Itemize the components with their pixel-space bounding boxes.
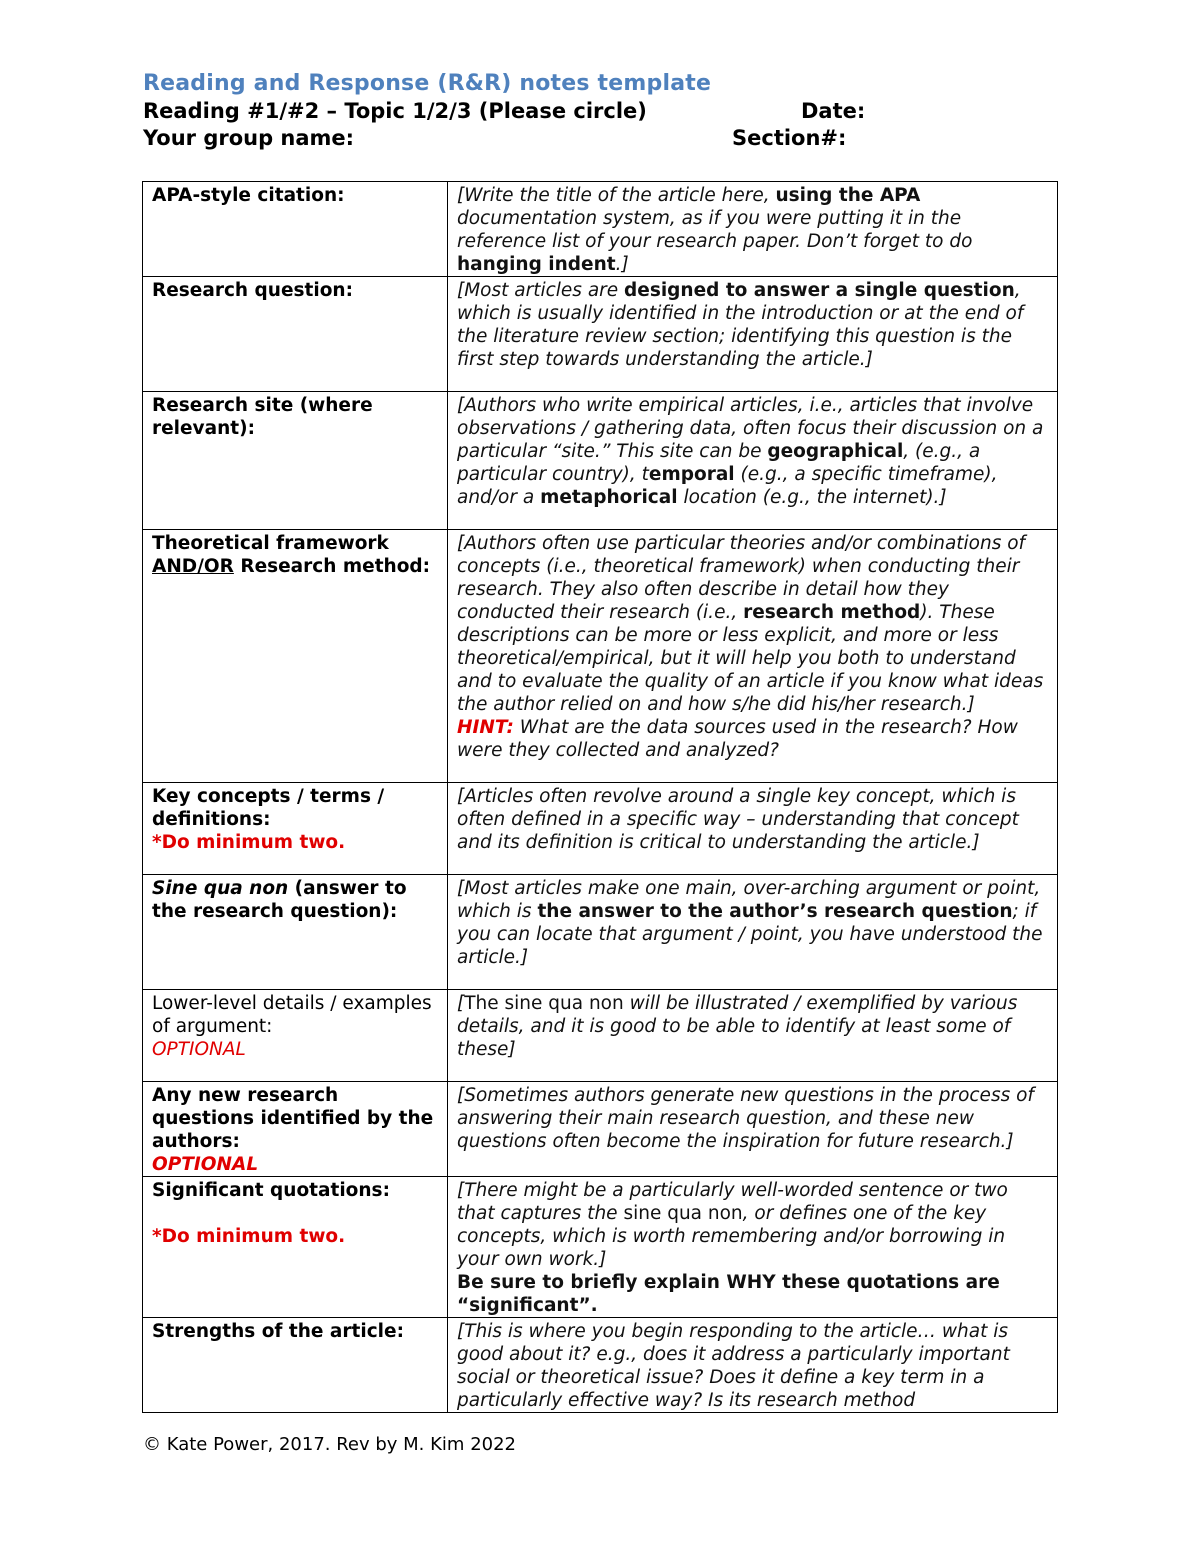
- desc-instruction: Be sure to briefly explain WHY these quotations are “significant”.: [457, 1272, 1000, 1316]
- hint-text: What are the data sources used in the research? How were they collected and analyzed?: [457, 717, 1018, 761]
- label-text: Theoretical framework: [152, 533, 389, 554]
- row-label: [143, 875, 448, 990]
- label-text: Any new research questions identified by the authors:: [152, 1085, 434, 1152]
- desc-text: ; if you can locate that argument / point, you have understood the article.]: [457, 901, 1043, 968]
- row-description[interactable]: [448, 783, 1058, 875]
- document-title: Reading and Response (R&R) notes template: [143, 71, 712, 96]
- table-row-citation: [143, 182, 1058, 277]
- row-description[interactable]: [448, 1082, 1058, 1177]
- table-row-theoretical-framework: [143, 530, 1058, 783]
- row-label: [143, 783, 448, 875]
- desc-text: , (e.g., a particular country), t: [457, 441, 981, 485]
- label-text: Key concepts / terms / definitions:: [152, 786, 385, 830]
- row-description[interactable]: [448, 277, 1058, 392]
- desc-text: , or defines one of the key concepts, which is worth remembering and/or borrowing in your own work.]: [457, 1203, 1006, 1270]
- row-description[interactable]: [448, 990, 1058, 1082]
- section-label: Section#:: [732, 126, 847, 150]
- row-label: [143, 1082, 448, 1177]
- reading-topic-label: Reading #1/#2 – Topic 1/2/3 (Please circle): [143, 99, 647, 123]
- desc-text: [Most articles are: [457, 280, 625, 301]
- table-row-lower-level-details: [143, 990, 1058, 1082]
- group-section-line: [143, 125, 903, 152]
- desc-plain: The sine qua non: [464, 993, 624, 1014]
- desc-emphasis: emporal: [648, 464, 735, 485]
- desc-text: [Sometimes authors generate new questions in the process of answering their main research question, and these new questions often become the inspiration for future research.]: [457, 1085, 1034, 1152]
- row-description[interactable]: [448, 182, 1058, 277]
- desc-text: [Authors who write empirical articles, i.e., articles that involve observations / gathering data, often focus their discussion on a particular “site.” This site can be: [457, 395, 1044, 462]
- row-label: [143, 1177, 448, 1318]
- desc-text: [This is where you begin responding to the article… what is good about it? e.g., does it address a particularly important social or theoretical issue? Does it define a key term in a particularly effective way? Is its research method: [457, 1321, 1010, 1411]
- desc-text: [Most articles make one main, over-arching argument or point, which is: [457, 878, 1041, 922]
- desc-text: (e.g., a specific timeframe), and/or a: [457, 464, 998, 508]
- document-header: [143, 70, 903, 152]
- table-row-new-questions: [143, 1082, 1058, 1177]
- reading-topic-line: [143, 98, 903, 125]
- label-underlined: AND/OR: [152, 556, 234, 577]
- copyright-footer: © Kate Power, 2017. Rev by M. Kim 2022: [143, 1434, 516, 1455]
- desc-emphasis: designed to answer a single question: [624, 280, 1015, 301]
- row-label: [143, 990, 448, 1082]
- notes-table: [142, 181, 1058, 1413]
- table-row-key-concepts: [143, 783, 1058, 875]
- desc-emphasis: the answer to the author’s research question: [537, 901, 1013, 922]
- table-row-sine-qua-non: [143, 875, 1058, 990]
- desc-emphasis: geographical: [767, 441, 904, 462]
- label-text: Research method:: [233, 556, 431, 577]
- desc-text: [: [457, 993, 465, 1014]
- row-label: Research question:: [143, 277, 448, 392]
- desc-text: documentation system, as if you were putting it in the reference list of your research paper. Don’t forget to do: [457, 208, 973, 252]
- desc-text: [Authors often use particular theories and/or combinations of concepts (i.e., theoretical framework) when conducting their research. They also often describe in detail how they conducted their research (i.e.,: [457, 533, 1026, 623]
- requirement-note: *Do minimum two.: [152, 1226, 346, 1247]
- desc-text: [Articles often revolve around a single key concept, which is often defined in a specific way – understanding that concept and its definition is critical to understanding the article.]: [457, 786, 1019, 853]
- row-description[interactable]: [448, 530, 1058, 783]
- table-row-research-question: [143, 277, 1058, 392]
- table-row-strengths: [143, 1318, 1058, 1413]
- group-name-label: Your group name:: [143, 126, 355, 150]
- desc-emphasis: using the APA: [775, 185, 921, 206]
- table-row-significant-quotations: [143, 1177, 1058, 1318]
- desc-text: .]: [615, 254, 629, 275]
- date-label: Date:: [801, 99, 866, 123]
- row-description[interactable]: [448, 875, 1058, 990]
- label-text: (answer to the research question):: [152, 878, 407, 922]
- label-italic: Sine qua non: [152, 878, 289, 899]
- row-label: Research site (where relevant):: [143, 392, 448, 530]
- row-label: [143, 530, 448, 783]
- row-description[interactable]: [448, 392, 1058, 530]
- desc-emphasis: metaphorical: [540, 487, 678, 508]
- row-description[interactable]: [448, 1177, 1058, 1318]
- requirement-note: *Do minimum two.: [152, 832, 346, 853]
- hint-label: HINT:: [457, 717, 514, 738]
- label-text: Lower-level details / examples of argument:: [152, 993, 432, 1037]
- row-description[interactable]: [448, 1318, 1058, 1413]
- desc-text: will be illustrated / exemplified by various details, and it is good to be able to identify at least some of these]: [457, 993, 1018, 1060]
- desc-text: location (e.g., the internet).]: [677, 487, 947, 508]
- optional-note: OPTIONAL: [152, 1039, 246, 1060]
- table-row-research-site: [143, 392, 1058, 530]
- row-label: Strengths of the article:: [143, 1318, 448, 1413]
- desc-plain: sine qua non: [623, 1203, 743, 1224]
- row-label: APA-style citation:: [143, 182, 448, 277]
- optional-note: OPTIONAL: [152, 1154, 259, 1175]
- desc-text: [There might be a particularly well-worded sentence or two that captures the: [457, 1180, 1008, 1224]
- desc-emphasis: research method: [743, 602, 921, 623]
- desc-text: [Write the title of the article here,: [457, 185, 776, 206]
- desc-emphasis: hanging indent: [457, 254, 616, 275]
- label-text: Significant quotations:: [152, 1180, 390, 1201]
- desc-text: , which is usually identified in the introduction or at the end of the literature review section; identifying this question is the first step towards understanding the article.]: [457, 280, 1024, 370]
- desc-text: ). These descriptions can be more or less explicit, and more or less theoretical/empirical, but it will help you both to understand and to evaluate the quality of an article if you know what ideas the author relied on and how s/he did his/her research.]: [457, 602, 1044, 715]
